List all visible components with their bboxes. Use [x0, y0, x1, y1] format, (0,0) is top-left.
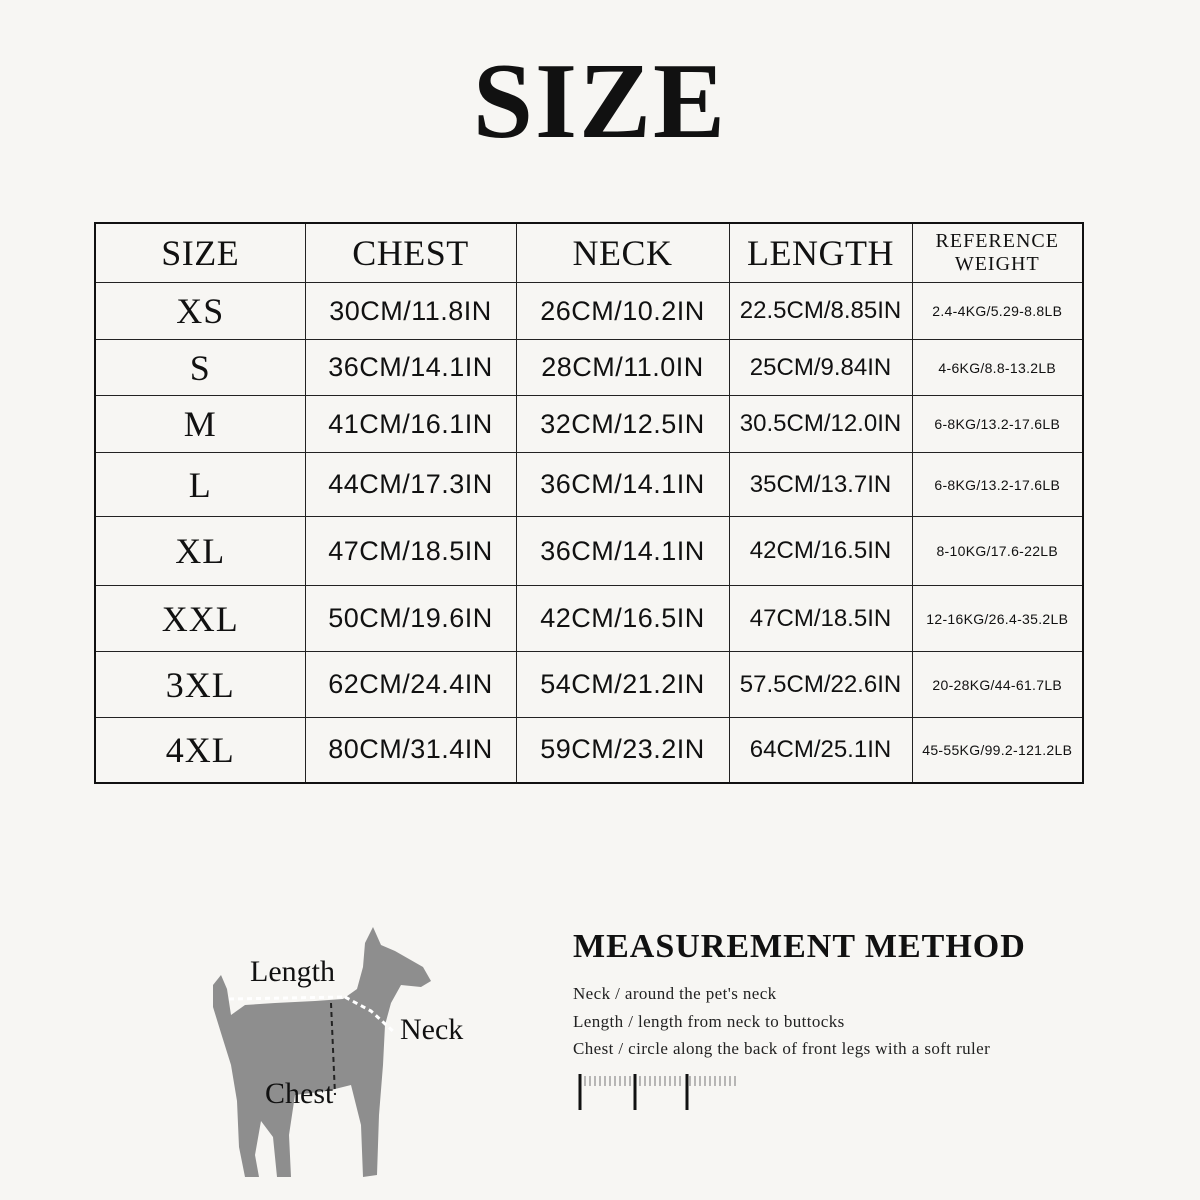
- cell-neck: 42CM/16.5IN: [516, 586, 729, 652]
- cell-length: 25CM/9.84IN: [729, 340, 912, 396]
- method-line-length: Length / length from neck to buttocks: [573, 1012, 845, 1031]
- table-row: [95, 453, 1083, 517]
- dog-measurement-diagram: [195, 915, 485, 1185]
- cell-weight: 45-55KG/99.2-121.2LB: [912, 718, 1083, 783]
- cell-length: 42CM/16.5IN: [729, 517, 912, 586]
- cell-size: XXL: [95, 586, 305, 652]
- cell-length: 22.5CM/8.85IN: [729, 283, 912, 340]
- cell-size: M: [95, 396, 305, 453]
- measurement-method-title: MEASUREMENT METHOD: [573, 928, 1026, 965]
- table-row: [95, 396, 1083, 453]
- cell-neck: 36CM/14.1IN: [516, 517, 729, 586]
- cell-size: L: [95, 453, 305, 517]
- method-line-neck: Neck / around the pet's neck: [573, 984, 777, 1003]
- method-line-chest: Chest / circle along the back of front legs with a soft ruler: [573, 1039, 991, 1058]
- cell-neck: 59CM/23.2IN: [516, 718, 729, 783]
- cell-weight: 4-6KG/8.8-13.2LB: [912, 340, 1083, 396]
- ruler-icon: [575, 1070, 745, 1114]
- cell-size: XL: [95, 517, 305, 586]
- cell-length: 30.5CM/12.0IN: [729, 396, 912, 453]
- cell-size: 3XL: [95, 652, 305, 718]
- chest-label: Chest: [265, 1077, 334, 1110]
- cell-chest: 47CM/18.5IN: [305, 517, 516, 586]
- cell-neck: 54CM/21.2IN: [516, 652, 729, 718]
- table-header-row: [95, 223, 1083, 283]
- length-label: Length: [250, 955, 335, 988]
- cell-chest: 62CM/24.4IN: [305, 652, 516, 718]
- table-row: [95, 586, 1083, 652]
- cell-weight: 12-16KG/26.4-35.2LB: [912, 586, 1083, 652]
- cell-length: 57.5CM/22.6IN: [729, 652, 912, 718]
- header-length: LENGTH: [729, 223, 912, 283]
- header-neck: NECK: [516, 223, 729, 283]
- cell-weight: 8-10KG/17.6-22LB: [912, 517, 1083, 586]
- table-row: [95, 652, 1083, 718]
- cell-length: 35CM/13.7IN: [729, 453, 912, 517]
- cell-weight: 2.4-4KG/5.29-8.8LB: [912, 283, 1083, 340]
- table-row: [95, 718, 1083, 783]
- table-row: [95, 283, 1083, 340]
- cell-neck: 36CM/14.1IN: [516, 453, 729, 517]
- cell-chest: 80CM/31.4IN: [305, 718, 516, 783]
- cell-length: 47CM/18.5IN: [729, 586, 912, 652]
- table-row: [95, 517, 1083, 586]
- cell-size: S: [95, 340, 305, 396]
- cell-neck: 32CM/12.5IN: [516, 396, 729, 453]
- cell-chest: 30CM/11.8IN: [305, 283, 516, 340]
- cell-size: 4XL: [95, 718, 305, 783]
- table-row: [95, 340, 1083, 396]
- cell-weight: 6-8KG/13.2-17.6LB: [912, 396, 1083, 453]
- cell-chest: 41CM/16.1IN: [305, 396, 516, 453]
- cell-neck: 28CM/11.0IN: [516, 340, 729, 396]
- header-size: SIZE: [95, 223, 305, 283]
- page-title: SIZE: [472, 42, 728, 161]
- cell-chest: 44CM/17.3IN: [305, 453, 516, 517]
- cell-weight: 20-28KG/44-61.7LB: [912, 652, 1083, 718]
- cell-neck: 26CM/10.2IN: [516, 283, 729, 340]
- cell-size: XS: [95, 283, 305, 340]
- cell-chest: 36CM/14.1IN: [305, 340, 516, 396]
- cell-weight: 6-8KG/13.2-17.6LB: [912, 453, 1083, 517]
- neck-label: Neck: [400, 1013, 464, 1046]
- header-chest: CHEST: [305, 223, 516, 283]
- dog-silhouette-icon: [195, 915, 485, 1185]
- cell-length: 64CM/25.1IN: [729, 718, 912, 783]
- header-reference-weight: REFERENCE WEIGHT: [912, 223, 1083, 283]
- size-chart-table: [94, 222, 1084, 784]
- cell-chest: 50CM/19.6IN: [305, 586, 516, 652]
